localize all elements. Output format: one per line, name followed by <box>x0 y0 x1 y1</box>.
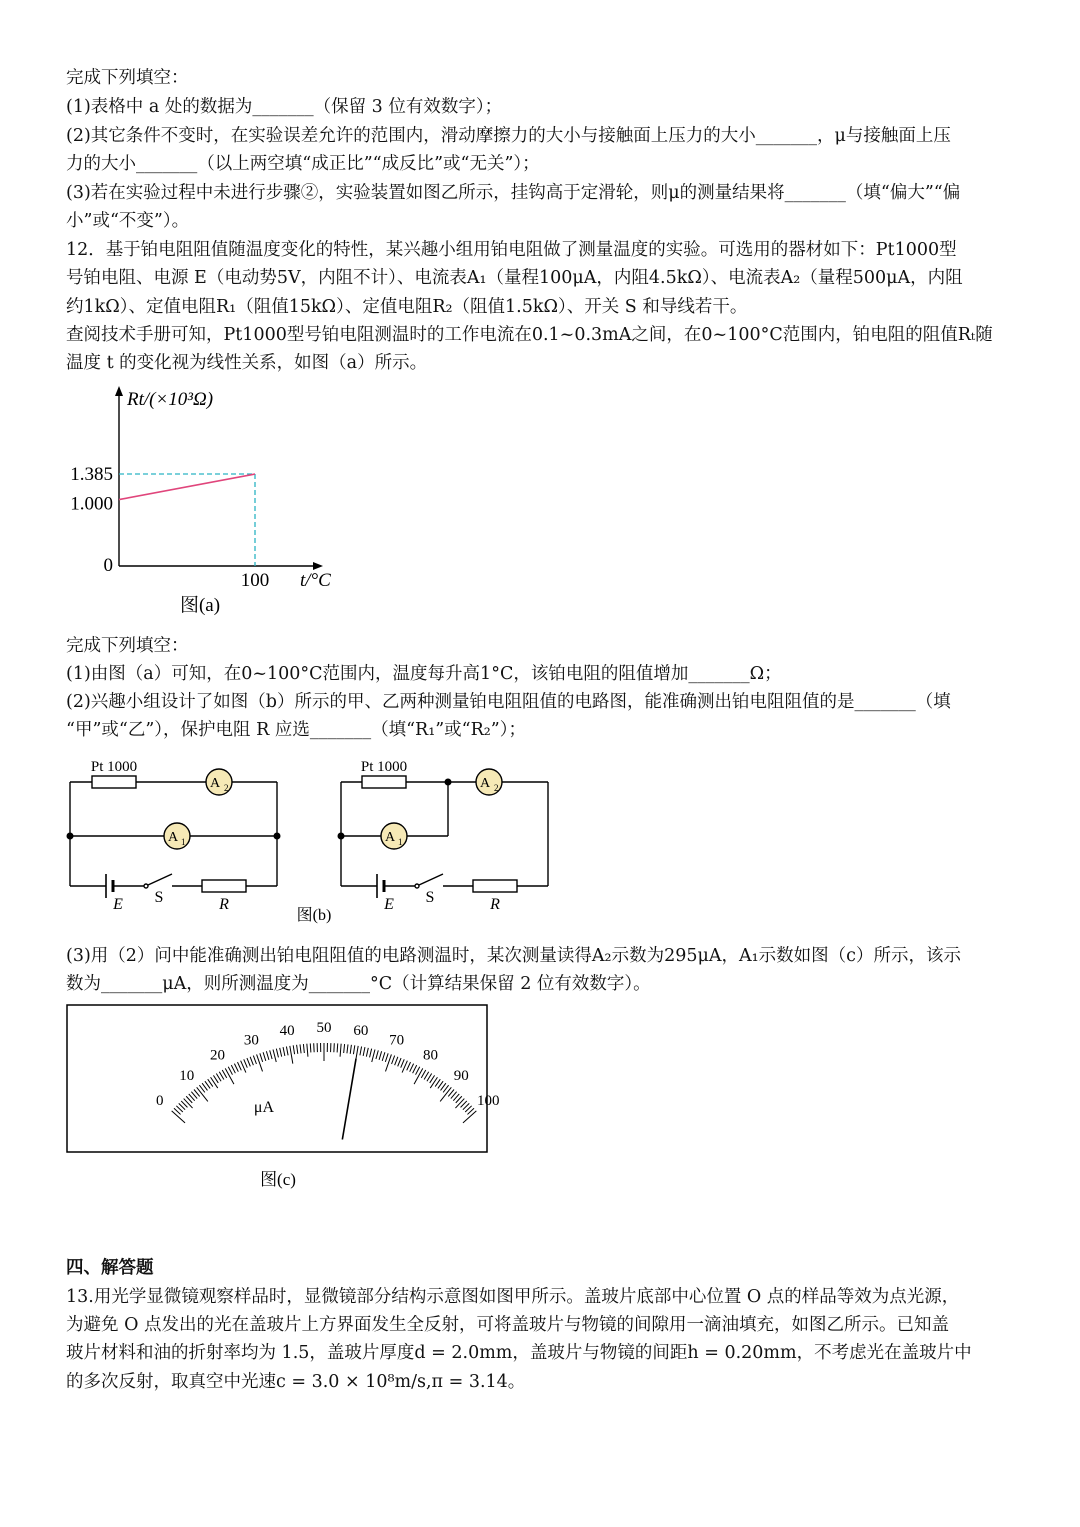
scale-tick <box>310 1043 311 1052</box>
text-line: (2)其它条件不变时，在实验误差允许的范围内，滑动摩擦力的大小与接触面上压力的大小_______，μ与接触面上压 <box>66 126 951 146</box>
x-axis-arrow <box>313 562 323 570</box>
scale-label: 80 <box>422 1047 438 1064</box>
circuit-yi <box>341 769 548 898</box>
section-title: 四、解答题 <box>66 1258 154 1278</box>
origin-label: 0 <box>103 555 113 576</box>
figure-b-circuits <box>60 752 570 932</box>
text-line: (1)表格中 a 处的数据为_______（保留 3 位有效数字）； <box>66 97 503 117</box>
text-line: “甲”或“乙”），保护电阻 R 应选_______（填“R₁”或“R₂”）； <box>66 720 527 740</box>
scale-label: 0 <box>156 1093 164 1110</box>
ammeter-a2-label: A <box>479 776 491 791</box>
text-line: 查阅技术手册可知，Pt1000型号铂电阻测温时的工作电流在0.1~0.3mA之间，在0~100°C范围内，铂电阻的阻值Rₜ随 <box>66 325 993 345</box>
pt1000-label: Pt 1000 <box>360 759 408 775</box>
ammeter-a2-subscript: 2 <box>224 783 229 793</box>
figure-b-caption: 图(b) <box>296 907 332 924</box>
scale-label: 30 <box>243 1032 259 1049</box>
scale-label: 100 <box>476 1093 500 1110</box>
text-line: 的多次反射，取真空中光速c = 3.0 × 10⁸m/s,π = 3.14。 <box>66 1372 526 1392</box>
scale-label: 40 <box>279 1023 295 1040</box>
figure-a-caption: 图(a) <box>179 595 221 616</box>
junction-dot <box>67 833 74 840</box>
scale-tick <box>337 1043 338 1052</box>
text-line: (3)用（2）问中能准确测出铂电阻阻值的电路测温时，某次测量读得A₂示数为295μA，A₁示数如图（c）所示，该示 <box>66 946 961 966</box>
data-line <box>119 474 255 500</box>
ammeter-a1-label: A <box>167 830 179 845</box>
text-line: 约1kΩ）、定值电阻R₁（阻值15kΩ）、定值电阻R₂（阻值1.5kΩ）、开关 S 和导线若干。 <box>66 297 748 317</box>
figure-c-meter <box>60 1000 500 1195</box>
source-e-label: E <box>113 896 123 913</box>
text-line: 完成下列填空： <box>66 68 189 88</box>
text-line: 为避免 O 点发出的光在盖玻片上方界面发生全反射，可将盖玻片与物镜的间隙用一滴油填充，如图乙所示。已知盖 <box>66 1315 949 1335</box>
y-tick-label: 1.385 <box>70 464 113 485</box>
resistor-r-label: R <box>219 896 229 913</box>
source-e-label: E <box>384 896 394 913</box>
text-line: 力的大小_______（以上两空填“成正比”“成反比”或“无关”）； <box>66 154 540 174</box>
y-tick-label: 1.000 <box>70 493 113 515</box>
text-line: 完成下列填空： <box>66 636 189 656</box>
y-axis-arrow <box>115 386 123 396</box>
text-line: 号铂电阻、电源 E（电动势5V，内阻不计）、电流表A₁（量程100μA，内阻4.5kΩ）、电流表A₂（量程500μA，内阻 <box>66 268 963 288</box>
text-line: 12．基于铂电阻阻值随温度变化的特性，某兴趣小组用铂电阻做了测量温度的实验。可选用的器材如下：Pt1000型 <box>66 240 957 260</box>
scale-label: 50 <box>316 1020 332 1036</box>
scale-label: 70 <box>389 1032 405 1049</box>
ammeter-a1-subscript: 1 <box>398 837 403 847</box>
ammeter-a1-subscript: 1 <box>181 837 186 847</box>
text-line: 小”或“不变”）。 <box>66 211 190 231</box>
junction-dot <box>338 833 345 840</box>
switch-s-label: S <box>154 889 164 906</box>
scale-label: 60 <box>353 1023 369 1040</box>
ammeter-a2-subscript: 2 <box>494 783 499 793</box>
resistor-r-label: R <box>490 896 500 913</box>
pt1000-resistor <box>362 776 406 788</box>
x-axis-label: t/°C <box>300 570 331 591</box>
text-line: 13.用光学显微镜观察样品时，显微镜部分结构示意图如图甲所示。盖玻片底部中心位置 O 点的样品等效为点光源， <box>66 1287 960 1307</box>
meter-unit-label: μA <box>253 1099 275 1116</box>
protective-resistor <box>473 880 517 892</box>
junction-dot <box>274 833 281 840</box>
x-tick-label: 100 <box>240 570 270 591</box>
scale-label: 90 <box>453 1067 469 1084</box>
pt1000-label: Pt 1000 <box>90 759 138 775</box>
protective-resistor <box>202 880 246 892</box>
meter-frame <box>67 1005 487 1152</box>
y-axis-label: Rt/(×10³Ω) <box>127 389 214 410</box>
text-line: (2)兴趣小组设计了如图（b）所示的甲、乙两种测量铂电阻阻值的电路图，能准确测出铂电阻阻值的是_______（填 <box>66 692 951 712</box>
pt1000-resistor <box>92 776 136 788</box>
text-line: 玻片材料和油的折射率均为 1.5，盖玻片厚度d = 2.0mm，盖玻片与物镜的间距h = 0.20mm，不考虑光在盖玻片中 <box>66 1343 972 1363</box>
text-line: 数为_______μA，则所测温度为_______°C（计算结果保留 2 位有效数字）。 <box>66 974 651 994</box>
scale-label: 20 <box>210 1047 226 1064</box>
figure-c-caption: 图(c) <box>260 1170 296 1189</box>
text-line: (1)由图（a）可知，在0~100°C范围内，温度每升高1°C，该铂电阻的阻值增加_______Ω； <box>66 664 782 684</box>
text-line: (3)若在实验过程中未进行步骤②，实验装置如图乙所示，挂钩高于定滑轮，则μ的测量结果将_______（填“偏大”“偏 <box>66 183 961 203</box>
figure-a-chart <box>55 380 355 620</box>
ammeter-a1-label: A <box>384 830 396 845</box>
junction-dot <box>445 779 452 786</box>
ammeter-a2-label: A <box>209 776 221 791</box>
scale-label: 10 <box>179 1067 195 1084</box>
text-line: 温度 t 的变化视为线性关系，如图（a）所示。 <box>66 353 428 373</box>
switch-s-label: S <box>425 889 435 906</box>
